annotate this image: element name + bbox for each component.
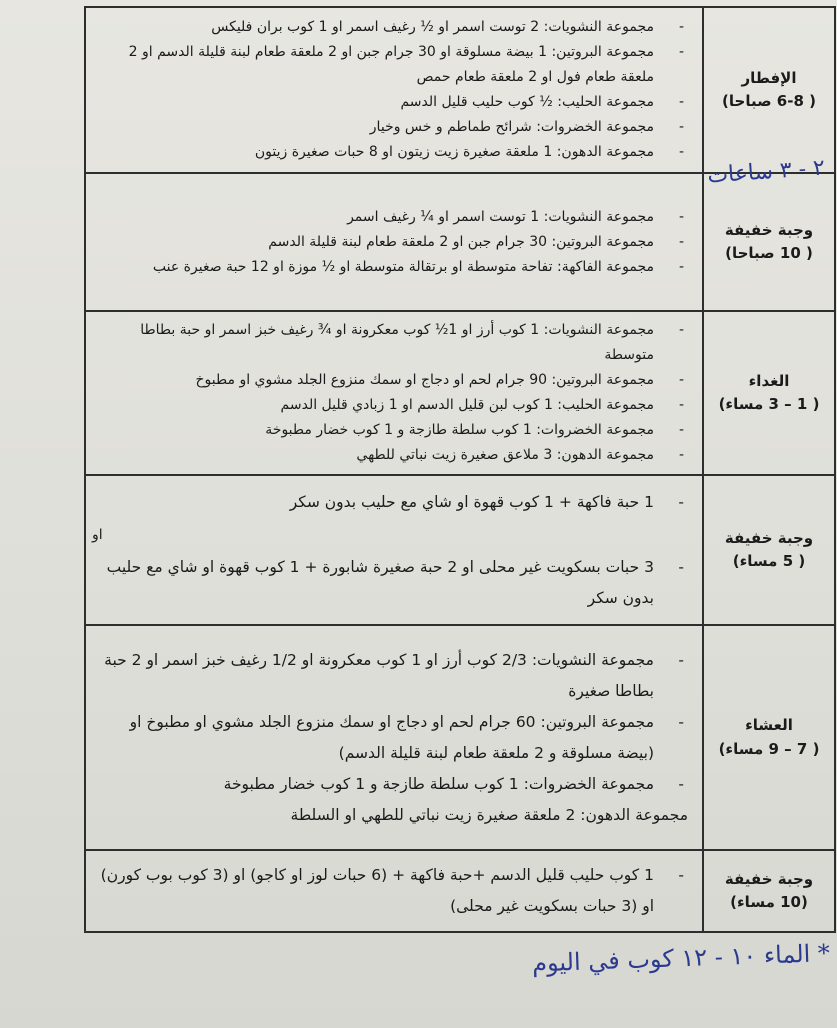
meal-time: ( 7 – 9 مساء) [718,739,820,758]
table-row [85,475,835,625]
list-item: - 1 حبة فاكهة + 1 كوب قهوة او شاي مع حليب بدون سكر [92,487,688,518]
list-item: - مجموعة النشويات: 1 توست اسمر او ¼ رغيف اسمر [92,205,688,230]
meal-label-cell [703,625,835,850]
or-separator: او [92,526,103,543]
meal-label-cell [703,850,835,932]
list-item: - مجموعة البروتين: 60 جرام لحم او دجاج او سمك منزوع الجلد مشوي او مطبوخ او (بيضة مسلوقة و 2 ملعقة طعام لبنة قليلة الدسم) [92,707,688,769]
meal-label-cell [703,7,835,173]
meal-label-cell [703,475,835,625]
meal-name: العشاء [745,716,793,735]
meal-name: وجبة خفيفة [724,220,814,239]
list-item: - مجموعة النشويات: 2 توست اسمر او ½ رغيف اسمر او 1 كوب بران فليكس [92,15,688,40]
meal-label-cell [703,173,835,311]
meal-items [85,475,703,625]
meal-plan-table [84,6,836,933]
list-item: - مجموعة البروتين: 30 جرام جبن او 2 ملعقة طعام لبنة قليلة الدسم [92,230,688,255]
meal-items [85,7,703,173]
table-row [85,850,835,932]
meal-items [85,850,703,932]
meal-name: الإفطار [741,68,797,87]
table-row [85,7,835,173]
meal-time: ( 1 – 3 مساء) [718,395,820,413]
meal-items [85,311,703,475]
list-item: - 3 حبات بسكويت غير محلى او 2 حبة صغيرة شابورة + 1 كوب قهوة او شاي مع حليب بدون سكر [92,552,688,614]
table-row [85,625,835,850]
meal-time: ( 10 صباحا) [725,244,813,262]
meal-time: (10 مساء) [730,893,808,911]
meal-time: ( 6-8 صباحا) [722,92,816,110]
meal-name: الغداء [748,371,790,390]
meal-label-cell [703,311,835,475]
list-item: - مجموعة النشويات: 2/3 كوب أرز او 1 كوب معكرونة او 1/2 رغيف خبز اسمر او 2 حبة بطاطا صغيرة [92,645,688,707]
meal-name: وجبة خفيفة [724,869,814,888]
list-item: مجموعة الدهون: 2 ملعقة صغيرة زيت نباتي للطهي او السلطة [290,805,688,824]
list-item: - مجموعة الخضروات: 1 كوب سلطة طازجة و 1 كوب خضار مطبوخة [92,769,688,800]
list-item: - 1 كوب حليب قليل الدسم +حبة فاكهة + (6 حبات لوز او كاجو) او (3 كوب بوب كورن) او (3 حبات بسكويت غير محلى) [92,860,688,922]
list-item: - مجموعة الدهون: 3 ملاعق صغيرة زيت نباتي للطهي [92,443,688,468]
list-item: - مجموعة النشويات: 1 كوب أرز او 1½ كوب معكرونة او ¾ رغيف خبز اسمر او حبة بطاطا متوسطة [92,318,688,368]
list-item: - مجموعة الدهون: 1 ملعقة صغيرة زيت زيتون او 8 حبات صغيرة زيتون [92,140,688,165]
list-item: - مجموعة الحليب: ½ كوب حليب قليل الدسم [92,90,688,115]
table-row [85,173,835,311]
list-item: - مجموعة الخضروات: شرائح طماطم و خس وخيار [92,115,688,140]
list-item: - مجموعة الحليب: 1 كوب لبن قليل الدسم او 1 زبادي قليل الدسم [92,393,688,418]
meal-name: وجبة خفيفة [724,528,814,547]
table-row [85,311,835,475]
list-item: - مجموعة الفاكهة: تفاحة متوسطة او برتقالة متوسطة او ½ موزة او 12 حبة صغيرة عنب [92,255,688,280]
meal-time: ( 5 مساء) [732,552,806,570]
handwritten-note: ٢ - ٣ ساعات [706,155,826,189]
meal-items [85,625,703,850]
handwritten-footer: * الماء ١٠ - ١٢ كوب في اليوم [531,939,831,978]
list-item: - مجموعة الخضروات: 1 كوب سلطة طازجة و 1 كوب خضار مطبوخة [92,418,688,443]
list-item: - مجموعة البروتين: 1 بيضة مسلوقة او 30 جرام جبن او 2 ملعقة طعام لبنة قليلة الدسم او 2 ملعقة طعام فول او 2 ملعقة طعام حمص [92,40,688,90]
list-item: - مجموعة البروتين: 90 جرام لحم او دجاج او سمك منزوع الجلد مشوي او مطبوخ [92,368,688,393]
meal-items [85,173,703,311]
